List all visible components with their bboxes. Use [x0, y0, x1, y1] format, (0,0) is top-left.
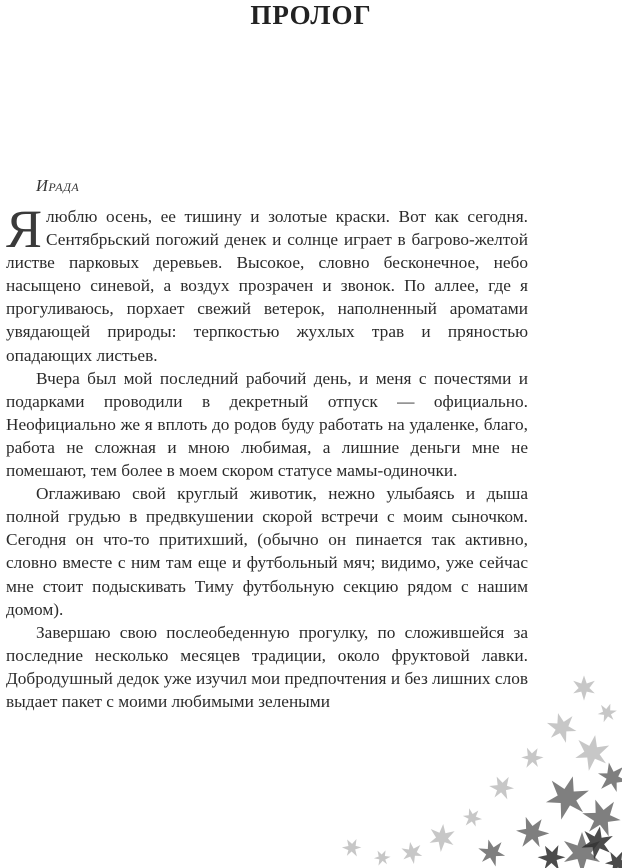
chapter-text: [6, 199, 528, 713]
chapter-title: ПРОЛОГ: [250, 0, 372, 30]
drop-cap: Я: [6, 199, 43, 259]
leaves-ornament: [322, 668, 622, 868]
paragraph: Вчера был мой последний рабочий день, и меня с почестями и подарками проводили в декретный отпуск — официально. Неофициально же я вплоть до родов буду работать на удаленке, благо, работа не сложная и мною любимая, а лишние деньги мне не помешают, тем более в моем скором статусе мамы-одиночки.: [6, 368, 528, 481]
paragraph: Оглаживаю свой круглый животик, нежно улыбаясь и дыша полной грудью в предвкушении скорой встречи с моим сыночком. Сегодня он что-то притихший, (обычно он пинается так активно, словно вместе с ним там еще и футбольный мяч; видимо, уже сейчас мне стоит подыскивать Тиму футбольную секцию рядом с нашим домом).: [6, 484, 528, 619]
narrator-name: Ирада: [36, 176, 80, 195]
paragraph-text: люблю осень, ее тишину и золотые краски. Вот как сегодня. Сентябрьский погожий денек и солнце играет в багрово-желтой листве парковых деревьев. Высокое, словно бесконечное, небо насыщено синевой, а воздух прозрачен и звонок. По аллее, где я прогуливаюсь, порхает свежий ветерок, наполненный ароматами увядающей природы: терпкостью жухлых трав и пряностью опадающих листьев.: [6, 207, 528, 365]
paragraph: [6, 199, 528, 367]
paragraph: Завершаю свою послеобеденную прогулку, по сложившейся за последние несколько месяцев традиции, около фруктовой лавки. Добродушный дедок уже изучил мои предпочтения и без лишних слов выдает пакет с моими любимыми зелеными: [6, 622, 528, 711]
